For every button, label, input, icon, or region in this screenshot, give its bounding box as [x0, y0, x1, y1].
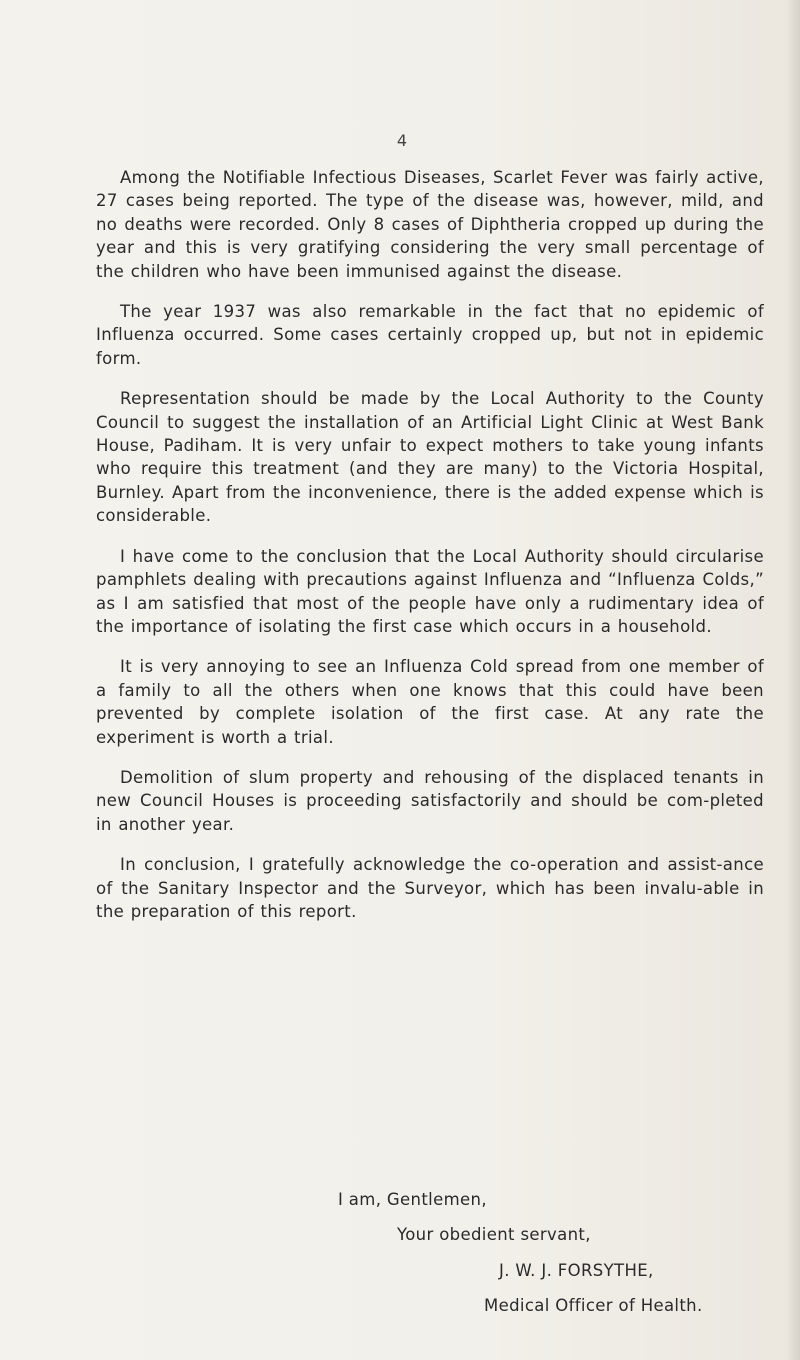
signatory-name: J. W. J. FORSYTHE,	[499, 1261, 654, 1280]
paragraph-slum-demolition: Demolition of slum property and rehousing of the displaced tenants in new Council Houses is proceeding satisfactorily and should be com-pleted in another year.	[96, 767, 764, 834]
paragraph-pamphlets: I have come to the conclusion that the Local Authority should circularise pamphlets dealing with precautions against Influenza and “Influenza Colds,” as I am satisfied that most of the people have only a rudimentary idea of the importance of isolating the first case which occurs in a household.	[96, 546, 764, 636]
report-body	[96, 166, 764, 940]
paragraph-influenza-cold: It is very annoying to see an Influenza Cold spread from one member of a family to all the others when one knows that this could have been prevented by complete isolation of the first case. At any rate the experiment is worth a trial.	[96, 657, 764, 747]
page-number: 4	[396, 131, 408, 150]
signatory-title: Medical Officer of Health.	[484, 1296, 703, 1315]
paragraph-notifiable-diseases: Among the Notifiable Infectious Diseases, Scarlet Fever was fairly active, 27 cases being reported. The type of the disease was, however, mild, and no deaths were recorded. Only 8 cases of Diphtheria cropped up during the year and this is very gratifying considering the very small percentage of the children who have been immunised against the disease.	[96, 168, 764, 281]
valediction: Your obedient servant,	[397, 1225, 591, 1244]
paragraph-influenza-1937: The year 1937 was also remarkable in the fact that no epidemic of Influenza occurred. Some cases certainly cropped up, but not in epidemic form.	[96, 302, 764, 368]
paragraph-acknowledgement: In conclusion, I gratefully acknowledge the co-operation and assist-ance of the Sanitary Inspector and the Surveyor, which has been invalu-able in the preparation of this report.	[96, 855, 764, 921]
salutation: I am, Gentlemen,	[338, 1190, 487, 1209]
page-edge-shadow	[786, 0, 800, 1360]
paragraph-light-clinic: Representation should be made by the Local Authority to the County Council to suggest the installation of an Artificial Light Clinic at West Bank House, Padiham. It is very unfair to expect mothers to take young infants who require this treatment (and they are many) to the Victoria Hospital, Burnley. Apart from the inconvenience, there is the added expense which is considerable.	[96, 389, 764, 526]
